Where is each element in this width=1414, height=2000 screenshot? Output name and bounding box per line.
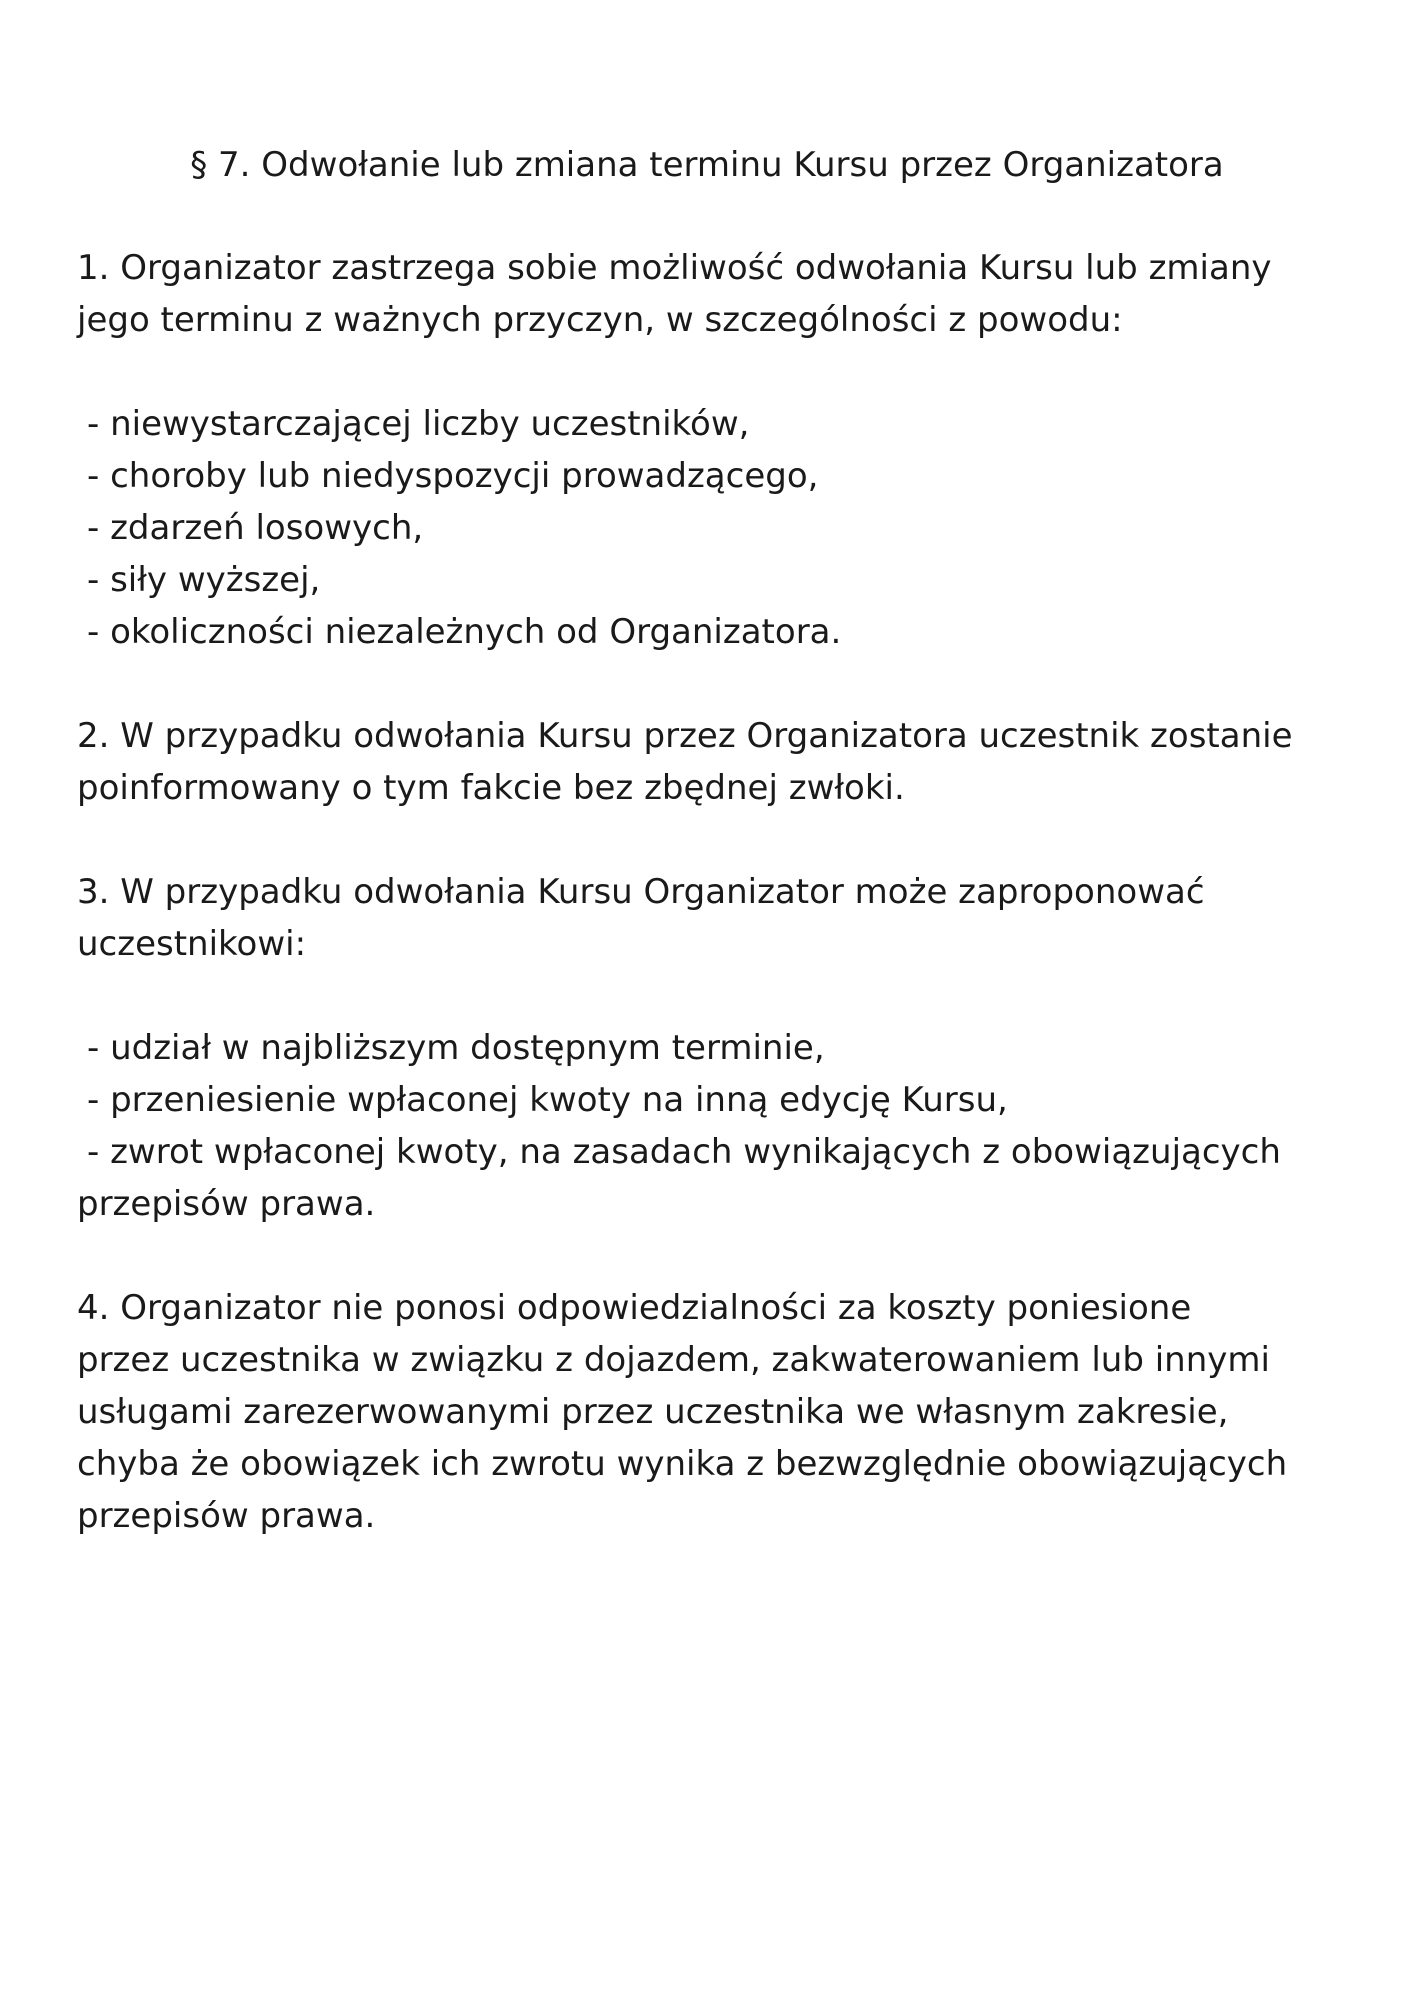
paragraph-line: poinformowany o tym fakcie bez zbędnej zwłoki.	[77, 768, 905, 808]
paragraph-gap	[77, 658, 1367, 710]
paragraph-line: usługami zarezerwowanymi przez uczestnika we własnym zakresie,	[77, 1392, 1229, 1432]
document-body	[77, 242, 1367, 1542]
paragraph-1	[77, 242, 1367, 346]
list-item: - niewystarczającej liczby uczestników,	[87, 404, 750, 444]
list-item: - siły wyższej,	[87, 560, 321, 600]
paragraph-line: przepisów prawa.	[77, 1496, 376, 1536]
paragraph-gap	[77, 970, 1367, 1022]
paragraph-line: przez uczestnika w związku z dojazdem, zakwaterowaniem lub innymi	[77, 1340, 1270, 1380]
paragraph-4	[77, 1282, 1367, 1542]
list-item: - zwrot wpłaconej kwoty, na zasadach wynikających z obowiązujących	[87, 1132, 1281, 1172]
options-list	[77, 1022, 1367, 1230]
list-item-continuation: przepisów prawa.	[77, 1184, 376, 1224]
list-item: - przeniesienie wpłaconej kwoty na inną edycję Kursu,	[87, 1080, 1008, 1120]
section-title: § 7. Odwołanie lub zmiana terminu Kursu przez Organizatora	[190, 145, 1224, 185]
paragraph-gap	[77, 1230, 1367, 1282]
paragraph-line: chyba że obowiązek ich zwrotu wynika z bezwzględnie obowiązujących	[77, 1444, 1288, 1484]
list-item: - okoliczności niezależnych od Organizatora.	[87, 612, 842, 652]
paragraph-gap	[77, 346, 1367, 398]
paragraph-line: 2. W przypadku odwołania Kursu przez Organizatora uczestnik zostanie	[77, 716, 1293, 756]
paragraph-gap	[77, 814, 1367, 866]
paragraph-line: jego terminu z ważnych przyczyn, w szczególności z powodu:	[77, 300, 1123, 340]
list-item: - udział w najbliższym dostępnym terminie,	[87, 1028, 825, 1068]
paragraph-line: 4. Organizator nie ponosi odpowiedzialności za koszty poniesione	[77, 1288, 1192, 1328]
paragraph-line: 1. Organizator zastrzega sobie możliwość odwołania Kursu lub zmiany	[77, 248, 1272, 288]
list-item: - zdarzeń losowych,	[87, 508, 424, 548]
paragraph-2	[77, 710, 1367, 814]
paragraph-3	[77, 866, 1367, 970]
reasons-list	[77, 398, 1367, 658]
paragraph-line: uczestnikowi:	[77, 924, 307, 964]
list-item: - choroby lub niedyspozycji prowadzącego,	[87, 456, 819, 496]
paragraph-line: 3. W przypadku odwołania Kursu Organizator może zaproponować	[77, 872, 1205, 912]
